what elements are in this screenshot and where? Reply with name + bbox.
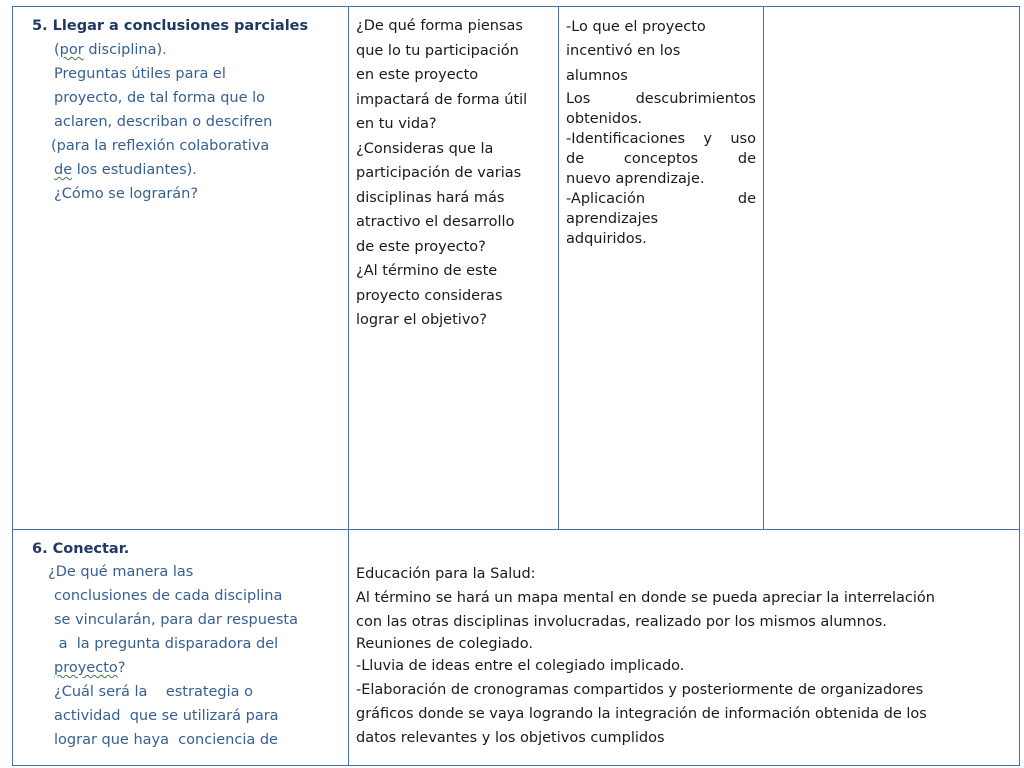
question-line: disciplinas hará más — [356, 189, 505, 206]
outcome-line: obtenidos. — [566, 111, 643, 127]
row6-line: ¿De qué manera las — [48, 564, 194, 580]
row5-outcomes-cell — [566, 15, 756, 249]
outcome-line: -Lo que el proyecto — [566, 19, 706, 35]
content-line: Al término se hará un mapa mental en donde se pueda apreciar la interrelación — [356, 590, 935, 606]
row5-line: de los estudiantes). — [54, 162, 197, 178]
outcome-line: alumnos — [566, 68, 628, 84]
question-line: de este proyecto? — [356, 238, 486, 255]
planning-table — [12, 6, 1020, 766]
table-border-right — [1019, 6, 1020, 766]
question-line: ¿Consideras que la — [356, 140, 494, 157]
row6-line: a la pregunta disparadora del — [54, 636, 279, 652]
content-line: datos relevantes y los objetivos cumplidos — [356, 730, 665, 746]
row6-line: ¿Cuál será la estrategia o — [54, 684, 254, 700]
content-line: con las otras disciplinas involucradas, realizado por los mismos alumnos. — [356, 614, 887, 630]
row6-content-cell — [356, 562, 1016, 750]
row5-line: Preguntas útiles para el — [54, 66, 226, 82]
content-line: Reuniones de colegiado. — [356, 636, 533, 652]
row5-line: aclaren, describan o descifren — [54, 114, 273, 130]
question-line: en este proyecto — [356, 67, 479, 83]
outcome-line: adquiridos. — [566, 231, 647, 247]
content-line: -Lluvia de ideas entre el colegiado implicado. — [356, 658, 685, 674]
row-divider — [12, 529, 1020, 530]
row5-line: (para la reflexión colaborativa — [51, 138, 270, 154]
table-border-bottom — [12, 765, 1020, 766]
row6-line: proyecto? — [54, 660, 126, 676]
row5-description — [32, 38, 342, 206]
question-line: que lo tu participación — [356, 42, 519, 59]
row6-line: conclusiones de cada disciplina — [54, 588, 283, 604]
row5-line: (por disciplina). — [54, 42, 167, 58]
content-line: Educación para la Salud: — [356, 566, 536, 582]
question-line: ¿Al término de este — [356, 263, 498, 279]
outcome-line: nuevo aprendizaje. — [566, 171, 705, 187]
row6-line: actividad que se utilizará para — [54, 708, 279, 724]
row6-label-cell — [32, 538, 342, 752]
question-line: proyecto consideras — [356, 287, 503, 304]
outcome-line: aprendizajes — [566, 211, 659, 227]
outcome-line: incentivó en los — [566, 43, 681, 59]
row6-line: se vincularán, para dar respuesta — [54, 612, 298, 628]
question-line: impactará de forma útil — [356, 91, 528, 108]
content-line: gráficos donde se vaya logrando la integración de información obtenida de los — [356, 706, 927, 722]
outcome-line: -Identificaciones y uso — [566, 131, 756, 147]
question-line: atractivo el desarrollo — [356, 214, 515, 230]
row6-description — [32, 560, 342, 752]
row5-heading: 5. Llegar a conclusiones parciales — [32, 18, 309, 34]
row5-empty-cell — [764, 7, 1019, 529]
row6-line: lograr que haya conciencia de — [54, 732, 278, 748]
outcome-line: de conceptos de — [566, 151, 756, 167]
question-line: ¿De qué forma piensas — [356, 18, 523, 34]
row5-line: ¿Cómo se lograrán? — [54, 186, 199, 202]
outcome-line: Los descubrimientos — [566, 91, 756, 107]
row5-label-cell — [32, 14, 342, 206]
row5-questions-cell — [356, 14, 556, 333]
question-line: lograr el objetivo? — [356, 312, 487, 328]
column-divider — [348, 6, 349, 766]
row6-heading: 6. Conectar. — [32, 541, 130, 557]
outcome-line: -Aplicación de — [566, 191, 756, 207]
column-divider — [558, 6, 559, 530]
question-line: participación de varias — [356, 165, 522, 181]
table-border-left — [12, 6, 13, 766]
row5-line: proyecto, de tal forma que lo — [54, 90, 266, 106]
content-line: -Elaboración de cronogramas compartidos y posteriormente de organizadores — [356, 682, 924, 698]
question-line: en tu vida? — [356, 116, 437, 132]
